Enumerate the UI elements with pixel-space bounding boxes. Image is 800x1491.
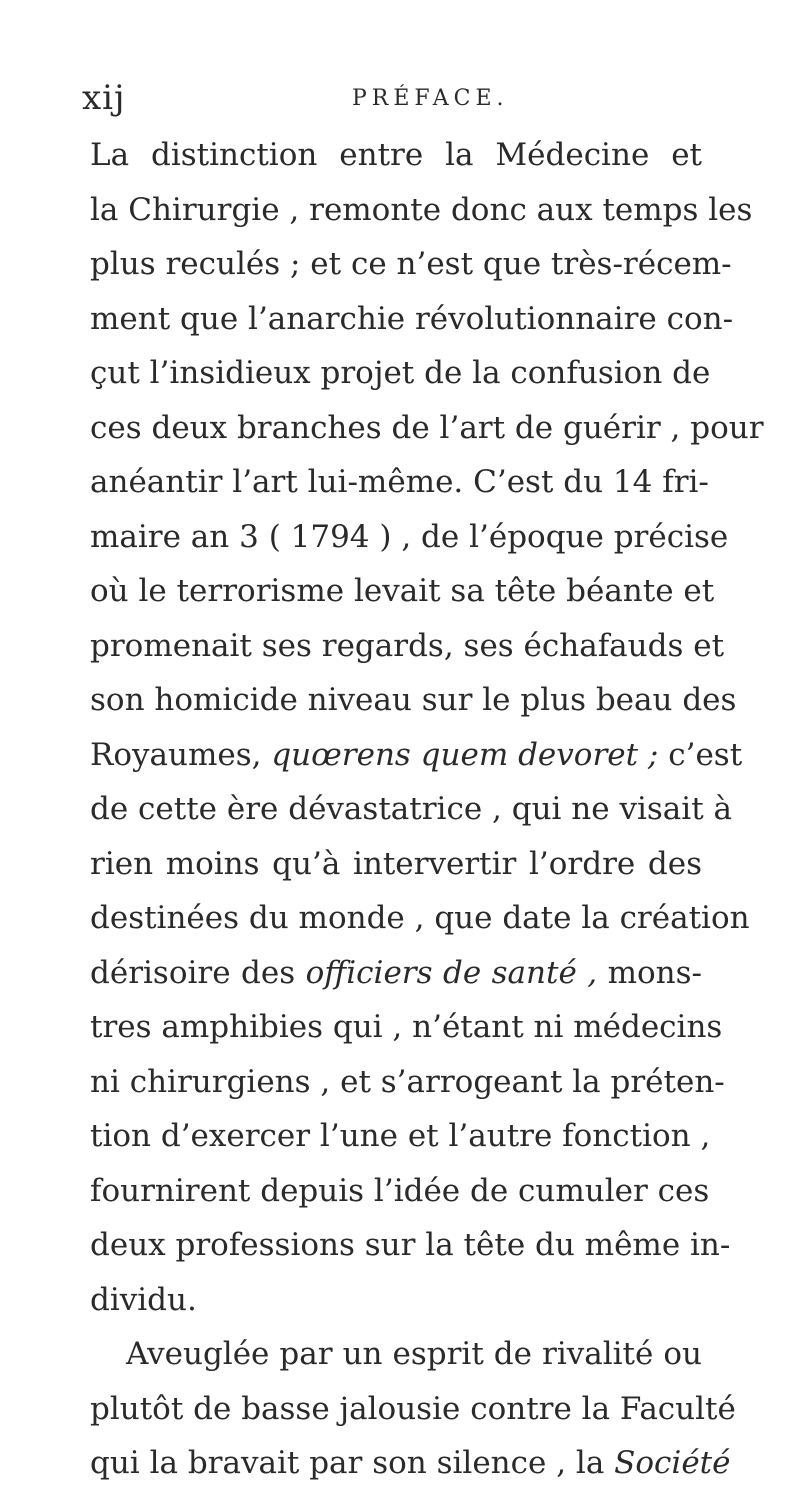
text-segment: çut l’insidieux projet de la confusion de [90,355,711,391]
text-segment: Aveuglée par un esprit de rivalité ou [126,1336,702,1372]
text-segment: plus reculés ; et ce n’est que très-récem- [90,246,732,282]
text-line [90,619,725,674]
text-segment: qui la bravait par son silence , la [90,1445,615,1481]
text-line [90,1218,731,1273]
text-line [90,237,732,292]
text-line [90,1164,710,1219]
text-segment: de cette ère dévastatrice , qui ne visait à [90,791,732,827]
text-segment: deux professions sur la tête du même in- [90,1227,731,1263]
text-line [90,782,732,837]
text-line [90,837,702,892]
text-segment: ces deux branches de l’art de guérir , pour [90,409,764,446]
italic-segment: quœrens quem devoret ; [271,736,659,773]
text-line [90,455,709,510]
italic-segment: officiers de santé , [305,954,598,991]
page-number: xij [82,78,126,118]
text-line [90,673,737,728]
text-segment: La distinction entre la Médecine et [90,137,702,173]
text-segment: Royaumes, [90,736,272,773]
text-segment: promenait ses regards, ses échafauds et [90,627,725,664]
text-line [90,1055,725,1110]
text-line [90,1382,736,1437]
paragraph [90,1327,736,1491]
text-line [90,1436,731,1491]
text-line [90,128,702,183]
text-line [90,346,711,401]
text-segment: dividu. [90,1281,197,1318]
text-line [90,401,764,456]
text-segment: tres amphibies qui , n’étant ni médecins [90,1009,723,1045]
text-line [90,1273,702,1328]
text-segment: où le terrorisme levait sa tête béante et [90,573,715,609]
text-segment: ni chirurgiens , et s’arrogeant la préten- [90,1063,725,1100]
text-segment: tion d’exercer l’une et l’autre fonction , [90,1118,711,1154]
text-segment: c’est [658,736,743,773]
text-segment: la Chirurgie , remonte donc aux temps les [90,191,753,228]
text-line [90,183,753,238]
paragraph [90,128,764,1327]
text-segment: plutôt de basse jalousie contre la Faculté [90,1390,736,1427]
text-segment: dérisoire des [90,954,306,991]
text-segment: mons- [597,954,703,991]
text-line [90,1000,723,1055]
text-line [90,1109,711,1164]
text-line [90,510,729,565]
text-line [90,891,750,946]
text-line [90,728,743,783]
text-line [90,564,715,619]
text-segment: rien moins qu’à intervertir l’ordre des [90,845,702,882]
text-segment: maire an 3 ( 1794 ) , de l’époque précise [90,518,729,555]
text-segment: ment que l’anarchie révolutionnaire con- [90,300,734,337]
text-segment: fournirent depuis l’idée de cumuler ces [90,1172,710,1209]
text-line [90,292,734,347]
running-head [82,78,722,118]
text-segment: anéantir l’art lui-même. C’est du 14 fri- [90,464,709,500]
body-text [90,128,764,1491]
italic-segment: Société [614,1445,731,1481]
text-line [90,1327,702,1382]
text-segment: son homicide niveau sur le plus beau des [90,682,737,718]
text-line [90,946,702,1001]
running-title: PRÉFACE. [352,86,509,111]
text-segment: destinées du monde , que date la création [90,900,750,936]
